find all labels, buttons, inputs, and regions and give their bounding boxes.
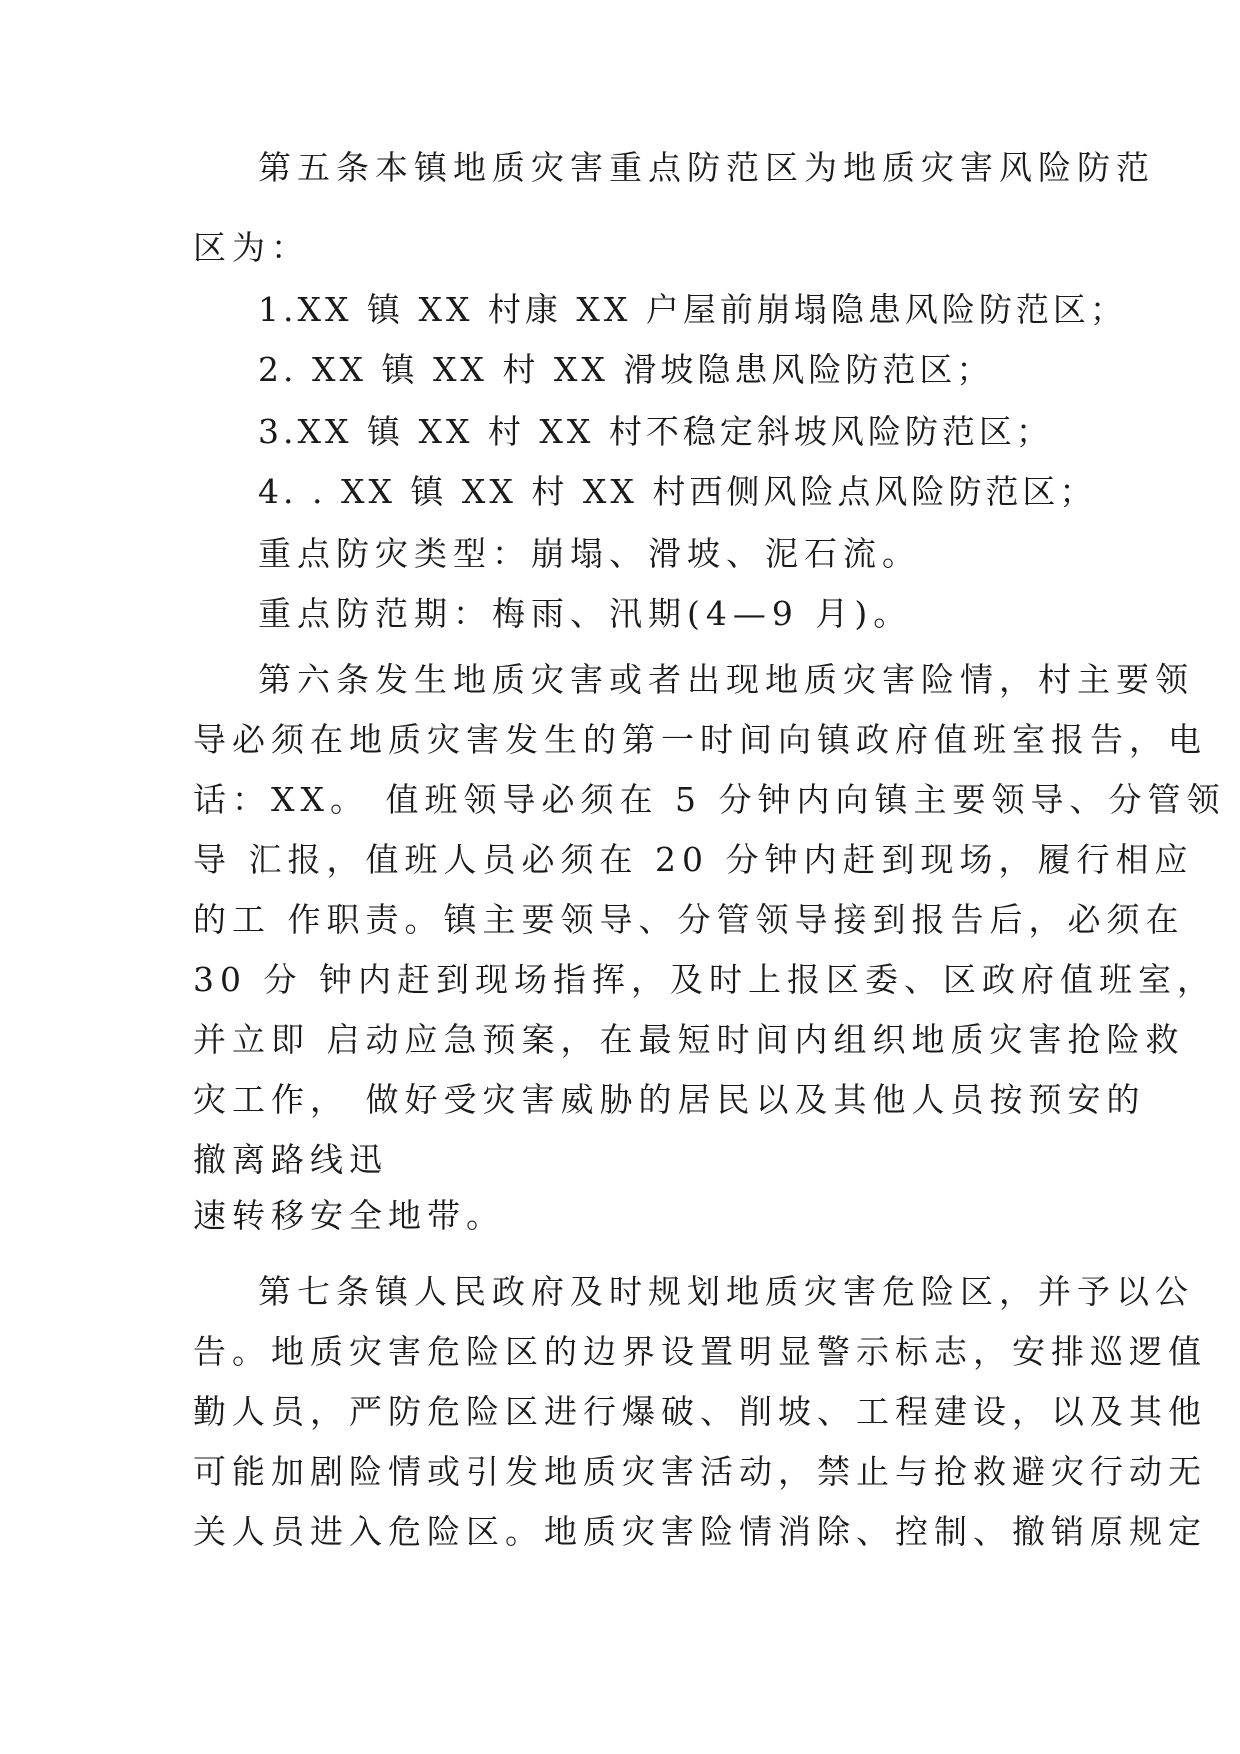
article5-item-2: 2. XX 镇 XX 村 XX 滑坡隐患风险防范区； [258, 350, 994, 389]
article6-line-7: 并立即 启动应急预案，在最短时间内组织地质灾害抢险救 [193, 1020, 1185, 1059]
article7-line-5: 关人员进入危险区。地质灾害险情消除、控制、撤销原规定 [193, 1512, 1207, 1551]
article7-line-2: 告。地质灾害危险区的边界设置明显警示标志，安排巡逻值 [193, 1332, 1207, 1371]
article5-item-4: 4. . XX 镇 XX 村 XX 村西侧风险点风险防范区； [258, 472, 1097, 511]
article6-line-9: 撤离路线迅 [193, 1140, 388, 1179]
prevention-period: 重点防范期：梅雨、汛期(4—9 月)。 [258, 594, 913, 633]
article6-line-5: 的工 作职责。镇主要领导、分管领导接到报告后，必须在 [193, 900, 1185, 939]
article5-item-1: 1.XX 镇 XX 村康 XX 户屋前崩塌隐患风险防范区； [258, 290, 1127, 329]
article6-line-3: 话：XX。 值班领导必须在 5 分钟内向镇主要领导、分管领 [193, 780, 1226, 819]
article5-line-1: 第五条本镇地质灾害重点防范区为地质灾害风险防范 [258, 148, 1155, 187]
article7-line-3: 勤人员，严防危险区进行爆破、削坡、工程建设，以及其他 [193, 1392, 1207, 1431]
article5-line-2: 区为： [193, 228, 310, 267]
article6-line-6: 30 分 钟内赶到现场指挥，及时上报区委、区政府值班室， [193, 960, 1216, 999]
article6-line-1: 第六条发生地质灾害或者出现地质灾害险情，村主要领 [258, 660, 1194, 699]
article6-line-2: 导必须在地质灾害发生的第一时间向镇政府值班室报告，电 [193, 720, 1207, 759]
article6-line-4: 导 汇报，值班人员必须在 20 分钟内赶到现场，履行相应 [193, 840, 1194, 879]
article6-line-10: 速转移安全地带。 [193, 1196, 505, 1235]
article5-item-3: 3.XX 镇 XX 村 XX 村不稳定斜坡风险防范区； [258, 412, 1053, 451]
disaster-types: 重点防灾类型：崩塌、滑坡、泥石流。 [258, 534, 921, 573]
article6-line-8: 灾工作， 做好受灾害威胁的居民以及其他人员按预安的 [193, 1080, 1146, 1119]
article7-line-1: 第七条镇人民政府及时规划地质灾害危险区，并予以公 [258, 1272, 1194, 1311]
article7-line-4: 可能加剧险情或引发地质灾害活动，禁止与抢救避灾行动无 [193, 1452, 1207, 1491]
